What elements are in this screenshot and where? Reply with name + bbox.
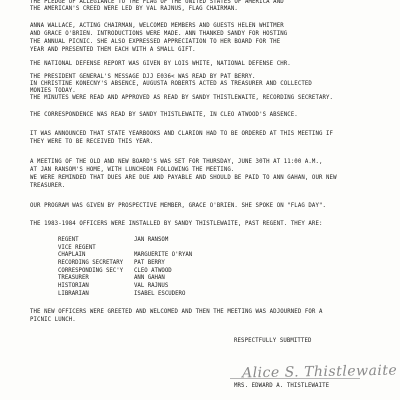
officers-table <box>58 237 192 299</box>
text-line: THE 1983-1984 OFFICERS WERE INSTALLED BY SANDY THISTLEWAITE, PAST REGENT. THEY ARE: <box>30 221 323 227</box>
text-line: IN CHRISTINE KONECNY'S ABSENCE, AUGUSTA ROBERTS ACTED AS TREASURER AND COLLECTED <box>30 81 312 87</box>
officer-name: MARGUERITE O'RYAN <box>134 252 193 259</box>
text-line: THE AMERICAN'S CREED WERE LED BY VAL RAJNUS, FLAG CHAIRMAN. <box>30 6 238 12</box>
signature-line <box>230 378 360 379</box>
signer-name: MRS. EDWARD A. THISTLEWAITE <box>234 383 330 389</box>
text-line: THE ANNUAL PICNIC. SHE ALSO EXPRESSED APPRECIATION TO HER BOARD FOR THE <box>30 39 281 45</box>
officer-title: CORRESPONDING SEC'Y <box>58 267 124 274</box>
text-line: THE PRESIDENT GENERAL'S MESSAGE DJJ E036< WAS READ BY PAT BERRY. <box>30 74 256 80</box>
handwritten-signature: Alice S. Thistlewaite <box>241 362 398 382</box>
officer-name: CLEO ATWOOD <box>134 267 172 274</box>
officer-row <box>58 275 192 283</box>
officer-title: VICE REGENT <box>58 244 96 251</box>
text-line: THE PLEDGE OF ALLEGIANCE TO THE FLAG OF THE UNITED STATES OF AMERICA AND <box>30 0 284 5</box>
text-line: WE WERE REMINDED THAT DUES ARE DUE AND PAYABLE AND SHOULD BE PAID TO ANN GAHAN, OUR NEW <box>30 175 337 181</box>
officer-row <box>58 237 192 245</box>
officer-name: JAN RANSOM <box>134 237 169 243</box>
officer-title: CHAPLAIN <box>58 252 86 259</box>
officer-title: REGENT <box>58 237 79 243</box>
text-line: THE NEW OFFICERS WERE GREETED AND WELCOMED AND THEN THE MEETING WAS ADJOURNED FOR A <box>30 309 323 315</box>
officer-row <box>58 245 192 253</box>
text-line: YEAR AND PRESENTED THEM EACH WITH A SMALL GIFT. <box>30 47 196 53</box>
officer-title: LIBRARIAN <box>58 290 89 297</box>
officer-title: TREASURER <box>58 275 89 282</box>
officer-title: HISTORIAN <box>58 283 89 290</box>
text-line: THE CORRESPONDENCE WAS READ BY SANDY THISTLEWAITE, IN CLEO ATWOOD'S ABSENCE. <box>30 112 298 118</box>
text-line: AT JAN RANSOM'S HOME, WITH LUNCHEON FOLLOWING THE MEETING. <box>30 167 235 173</box>
closing-phrase: RESPECTFULLY SUBMITTED <box>234 338 312 344</box>
officer-row <box>58 268 192 276</box>
officer-name: PAT BERRY <box>134 260 165 267</box>
officer-row <box>58 260 192 268</box>
text-line: PICNIC LUNCH. <box>30 317 76 323</box>
text-line: OUR PROGRAM WAS GIVEN BY PROSPECTIVE MEMBER, GRACE O'BRIEN. SHE SPOKE ON "FLAG DAY". <box>30 203 327 209</box>
text-line: THE MINUTES WERE READ AND APPROVED AS READ BY SANDY THISTLEWAITE, RECORDING SECRETARY. <box>30 95 334 101</box>
officer-name: ANN GAHAN <box>134 275 165 282</box>
text-line: IT WAS ANNOUNCED THAT STATE YEARBOOKS AND CLARION HAD TO BE ORDERED AT THIS MEETING IF <box>30 131 334 137</box>
officer-name: ISABEL ESCUDERO <box>134 290 186 297</box>
text-line: MONIES TODAY. <box>30 88 76 94</box>
officer-row <box>58 283 192 291</box>
officer-name: VAL RAJNUS <box>134 283 169 290</box>
text-line: THE NATIONAL DEFENSE REPORT WAS GIVEN BY LOIS WHITE, NATIONAL DEFENSE CHR. <box>30 61 291 67</box>
officer-row <box>58 291 192 299</box>
officer-title: RECORDING SECRETARY <box>58 260 124 267</box>
text-line: ANNA WALLACE, ACTING CHAIRMAN, WELCOMED MEMBERS AND GUESTS HELEN WHITMER <box>30 23 284 29</box>
text-line: THEY WERE TO BE RECEIVED THIS YEAR. <box>30 139 154 145</box>
text-line: TREASURER. <box>30 183 66 189</box>
text-line: A MEETING OF THE OLD AND NEW BOARD'S WAS SET FOR THURSDAY, JUNE 30TH AT 11:00 A.M., <box>30 159 323 165</box>
officer-row <box>58 252 192 260</box>
text-line: AND GRACE O'BRIEN. INTRODUCTIONS WERE MADE. ANN THANKED SANDY FOR HOSTING <box>30 31 288 37</box>
